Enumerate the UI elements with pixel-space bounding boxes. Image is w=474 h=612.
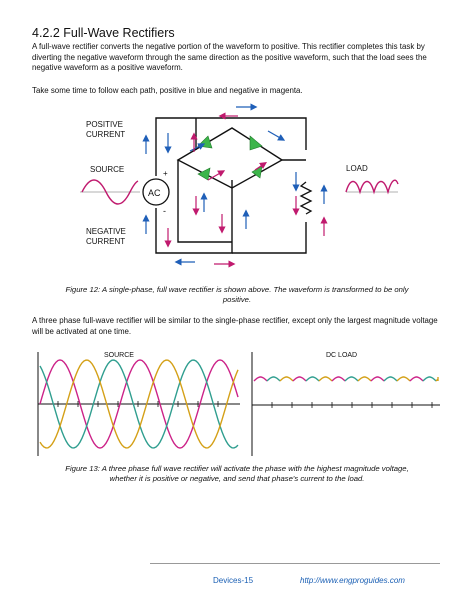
figure-13-load-plot: [252, 352, 440, 456]
ripple-segment: [280, 377, 293, 381]
load-resistor: [301, 182, 311, 214]
ripple-segment: [371, 377, 384, 381]
ripple-segment: [306, 377, 319, 381]
ac-label: AC: [148, 188, 161, 198]
ripple-segment: [423, 377, 436, 381]
figure-12-caption: Figure 12: A single-phase, full wave rectifier is shown above. The waveform is transformed to be only positive.: [65, 285, 409, 305]
circuit-wires: [156, 118, 306, 253]
ripple-segment: [332, 377, 345, 381]
load-label: LOAD: [346, 164, 368, 173]
ripple-segment: [358, 377, 371, 381]
source-waveform: [80, 180, 140, 204]
minus-label: -: [163, 206, 166, 216]
ripple-segment: [410, 377, 423, 381]
ripple-segment: [319, 377, 332, 381]
ripple-segment: [436, 377, 438, 381]
rectified-sine: [346, 180, 398, 192]
three-phase-source-title: SOURCE: [104, 352, 134, 359]
diode-3: [198, 168, 210, 180]
bridge-diodes: [198, 136, 262, 180]
paragraph-intro: A full-wave rectifier converts the negative portion of the waveform to positive. This rectifier completes this task by diverting the negative waveform through the same direction as the positive waveform, such that the load sees the negative waveform as a positive waveform.: [32, 42, 427, 73]
ripple-segment: [293, 377, 306, 381]
paragraph-follow-paths: Take some time to follow each path, positive in blue and negative in magenta.: [32, 86, 303, 95]
dc-ripple-wave: [254, 377, 438, 381]
figure-13-caption: Figure 13: A three phase full wave rectifier will activate the phase with the highest magnitude voltage, whether it is positive or negative, and send that phase's current to the load.: [65, 464, 409, 484]
negative-current-label-2: CURRENT: [86, 237, 126, 246]
positive-current-label-1: POSITIVE: [86, 120, 123, 129]
ripple-segment: [345, 377, 358, 381]
ripple-segment: [254, 377, 267, 381]
ripple-segment: [397, 377, 410, 381]
footer-url-link[interactable]: http://www.engproguides.com: [300, 576, 405, 585]
diode-2: [250, 136, 262, 150]
positive-current-label-2: CURRENT: [86, 130, 126, 139]
footer-divider: [150, 563, 440, 564]
ripple-segment: [384, 377, 397, 381]
load-waveform: [346, 180, 398, 192]
section-heading: 4.2.2 Full-Wave Rectifiers: [32, 26, 175, 40]
figure-13-source-plot: [38, 352, 240, 456]
footer-page-number: Devices-15: [213, 576, 254, 585]
dc-load-title: DC LOAD: [326, 352, 358, 359]
source-label: SOURCE: [90, 165, 125, 174]
paragraph-three-phase: A three phase full-wave rectifier will be similar to the single-phase rectifier, except only the largest magnitude voltage will be activated at one time.: [32, 316, 438, 336]
plus-label: +: [163, 169, 168, 178]
negative-current-label-1: NEGATIVE: [86, 227, 126, 236]
bottom-right-wire: [232, 222, 306, 253]
ripple-segment: [267, 377, 280, 381]
